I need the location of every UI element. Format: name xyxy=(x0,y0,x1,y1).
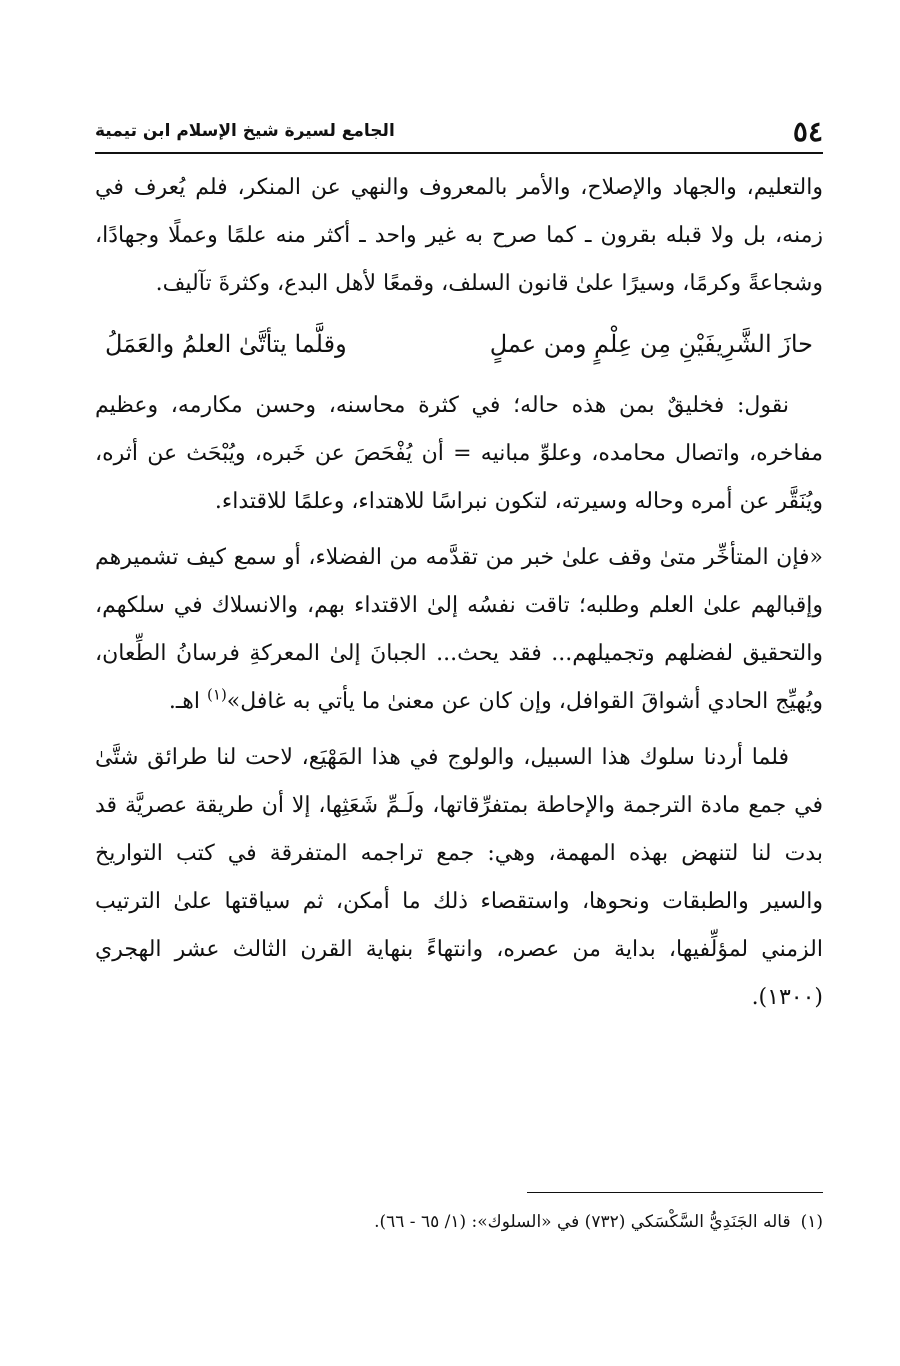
page-header xyxy=(95,112,823,150)
footnote-text: قاله الجَنَدِيُّ السَّكْسَكي (٧٣٢) في «السلوك»: (١/ ٦٥ - ٦٦). xyxy=(374,1212,791,1232)
quote-text: «فإن المتأخِّر متىٰ وقف علىٰ خبر من تقدَّمه من الفضلاء، أو سمع كيف تشميرهم وإقبالهم علىٰ العلم وطلبه؛ تاقت نفسُه إلىٰ الاقتداء بهم، والانسلاك في سلكهم، والتحقيق لفضلهم وتجميلهم... فقد يحث... الجبانَ إلىٰ المعركةِ فرسانُ الطِّعان، ويُهيِّج الحادي أشواقَ القوافل، وإن كان عن معنىٰ ما يأتي به غافل» xyxy=(95,545,823,714)
footnote-number: (١) xyxy=(800,1212,823,1232)
footnote-reference[interactable]: (١) xyxy=(207,685,227,704)
main-text xyxy=(95,164,823,1022)
paragraph-1: والتعليم، والجهاد والإصلاح، والأمر بالمعروف والنهي عن المنكر، فلم يُعرف في زمنه، بل ولا قبله بقرون ـ كما صرح به غير واحد ـ أكثر منه علمًا وعملًا وجهادًا، وشجاعةً وكرمًا، وسيرًا علىٰ قانون السلف، وقمعًا لأهل البدع، وكثرةَ تآليف. xyxy=(95,175,823,296)
paragraph-4: فلما أردنا سلوك هذا السبيل، والولوج في هذا المَهْيَع، لاحت لنا طرائق شتَّىٰ في جمع مادة الترجمة والإحاطة بمتفرِّقاتها، ولَـمِّ شَعَثِها، إلا أن طريقة عصريَّة قد بدت لنا لتنهض بهذه المهمة، وهي: جمع تراجمه المتفرقة في كتب التواريخ والسير والطبقات ونحوها، واستقصاء ذلك ما أمكن، ثم سياقتها علىٰ الترتيب الزمني لمؤلِّفيها، بداية من عصره، وانتهاءً بنهاية القرن الثالث عشر الهجري (١٣٠٠). xyxy=(95,745,823,1010)
verse-second-hemistich: وقلَّما يتأتَّىٰ العلمُ والعَمَلُ xyxy=(105,330,347,358)
paragraph-2: نقول: فخليقٌ بمن هذه حاله؛ في كثرة محاسنه، وحسن مكارمه، وعظيم مفاخره، واتصال محامده، وعلوِّ مبانيه = أن يُفْحَصَ عن خَبره، ويُبْحَث عن أثره، ويُنَقَّر عن أمره وحاله وسيرته، لتكون نبراسًا للاهتداء، وعلمًا للاقتداء. xyxy=(95,393,823,514)
poetry-verse xyxy=(105,320,813,368)
verse-first-hemistich: حازَ الشَّرِيفَيْنِ مِن عِلْمٍ ومن عملٍ xyxy=(489,330,813,358)
paragraph-3-quote xyxy=(95,534,823,726)
header-divider xyxy=(95,152,823,154)
page-number: ٥٤ xyxy=(792,114,823,148)
running-title: الجامع لسيرة شيخ الإسلام ابن تيمية xyxy=(95,121,395,141)
footnote-divider xyxy=(527,1192,823,1193)
quote-ending: اهـ. xyxy=(168,689,208,714)
footnote xyxy=(95,1207,823,1237)
